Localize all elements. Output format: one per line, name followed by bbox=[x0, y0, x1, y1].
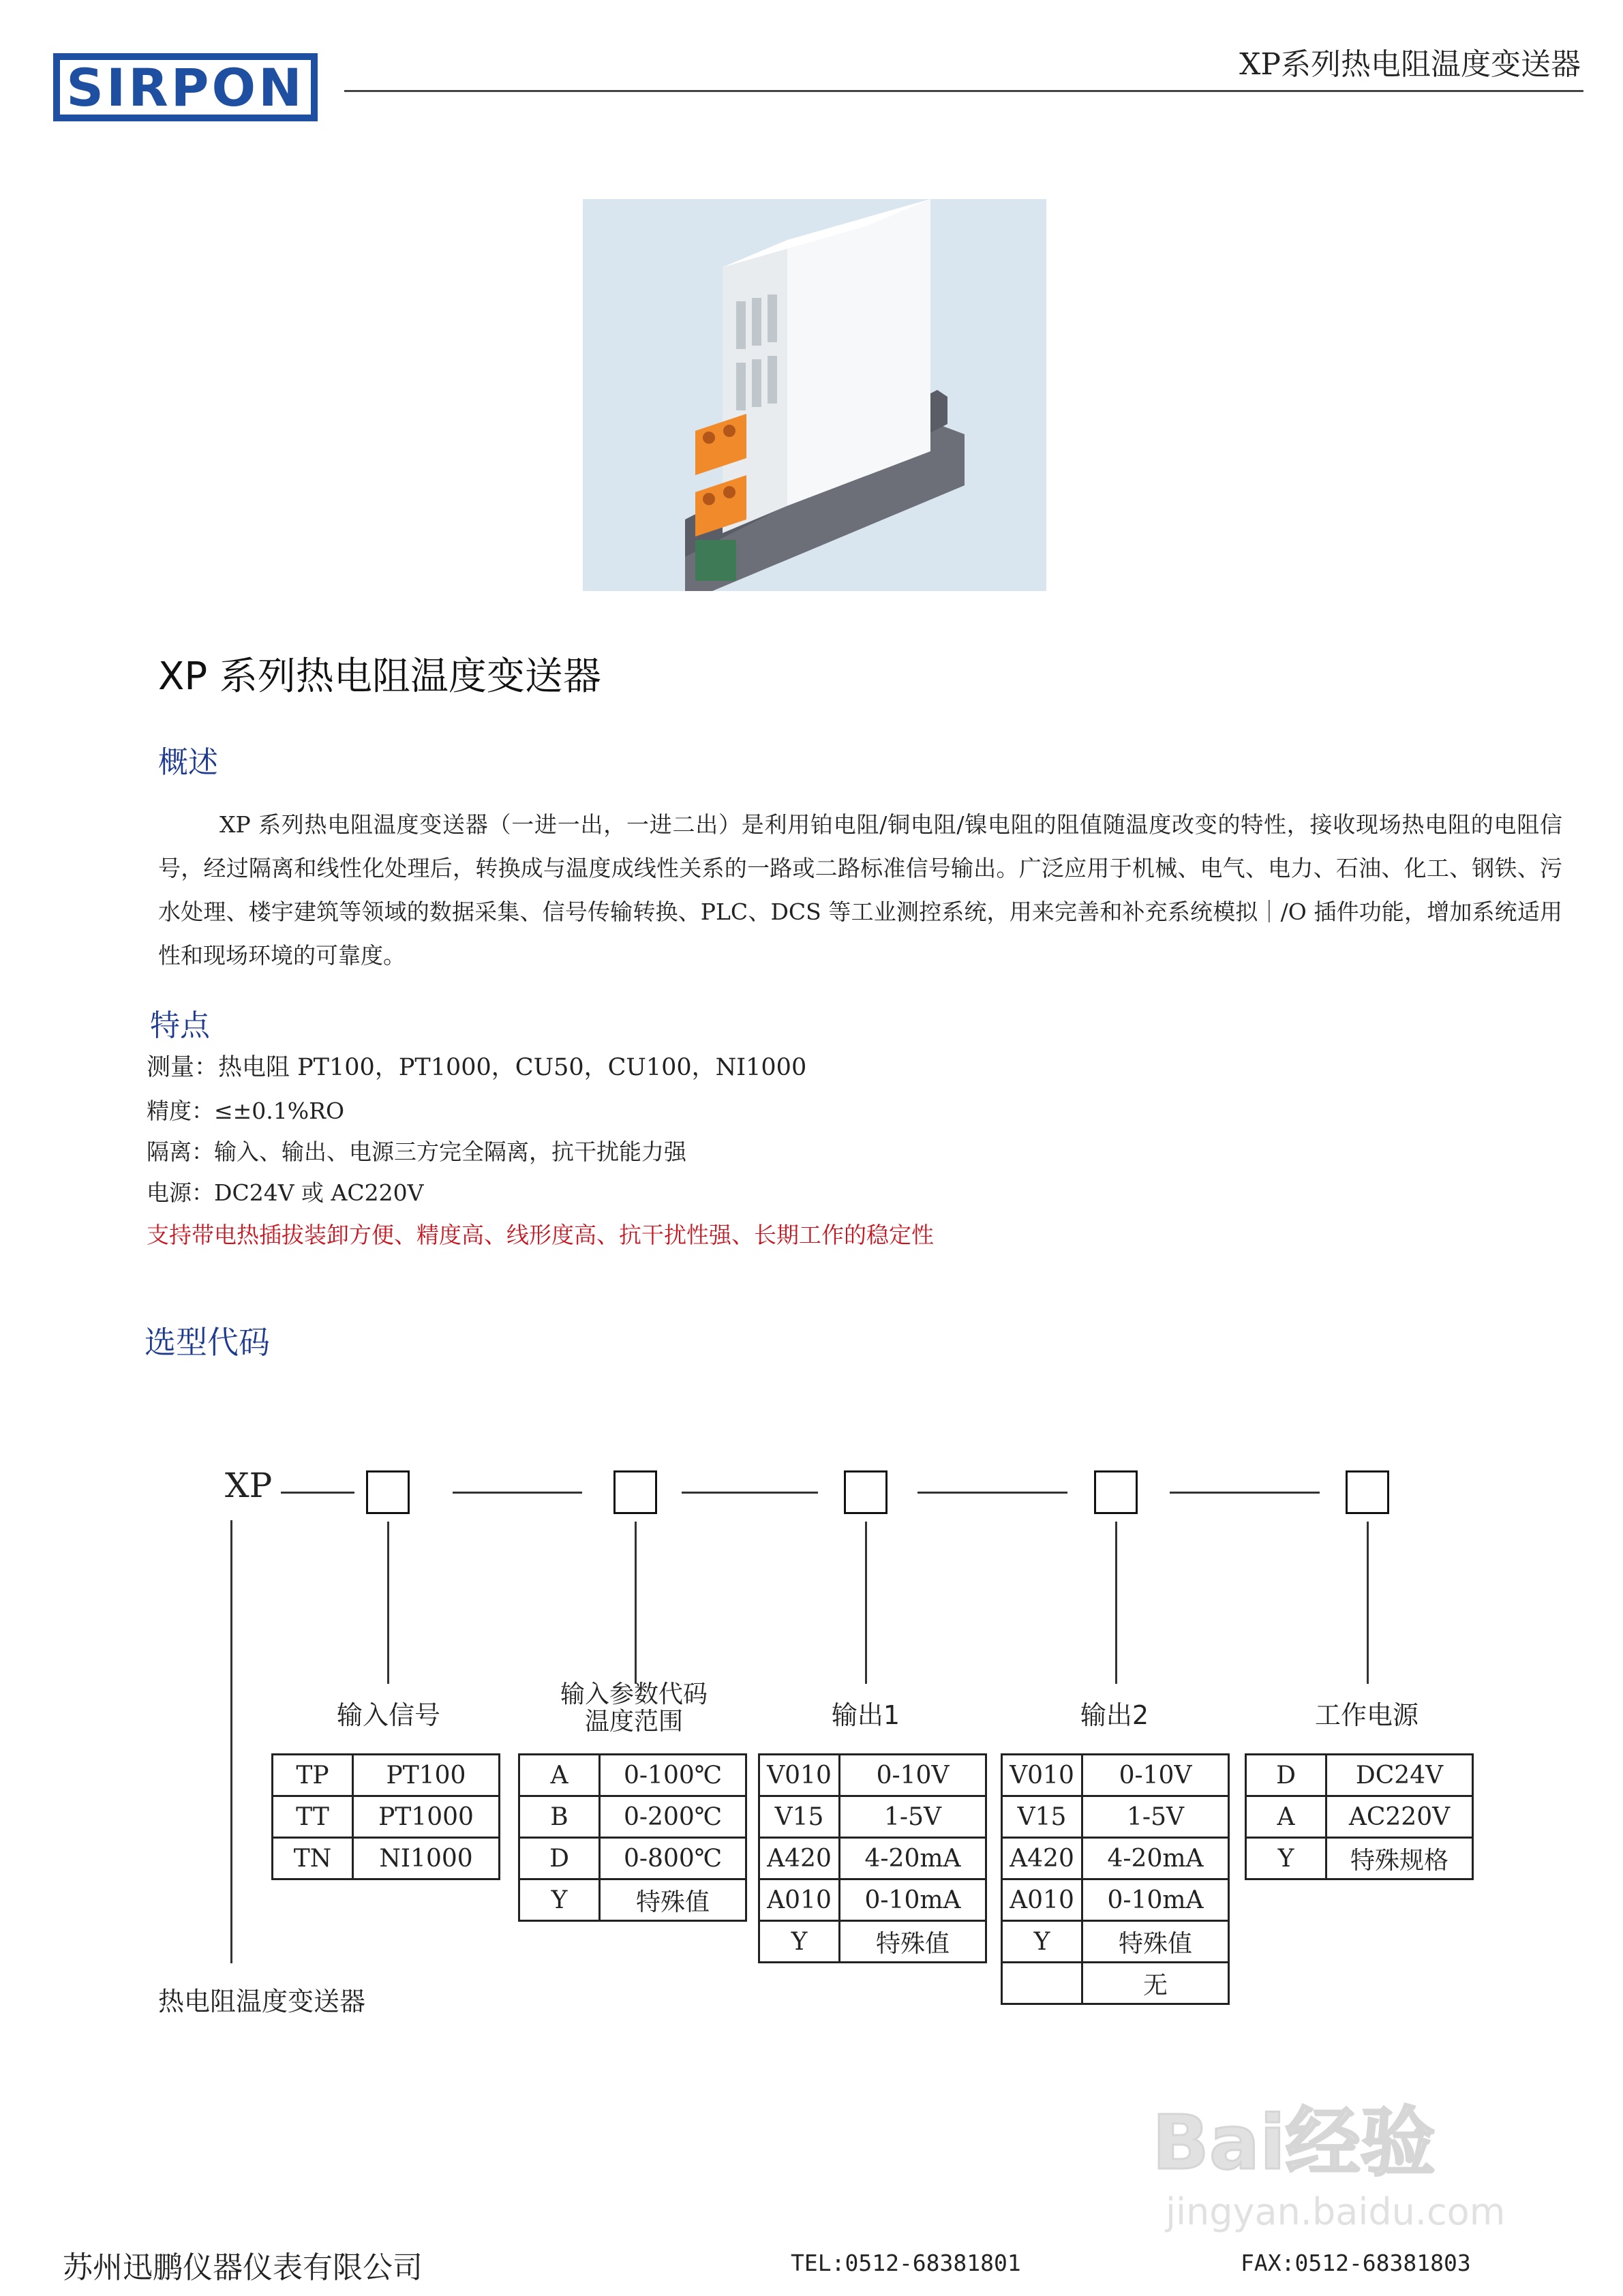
feature-highlight: 支持带电热插拔装卸方便、精度高、线形度高、抗干扰性强、长期工作的稳定性 bbox=[147, 1222, 934, 1248]
table-row bbox=[1246, 1796, 1473, 1838]
code-cell: D bbox=[519, 1838, 600, 1879]
drop-line bbox=[635, 1522, 637, 1684]
footer-tel: TEL:0512-68381801 bbox=[791, 2250, 1021, 2276]
code-cell: A bbox=[1246, 1796, 1326, 1838]
table-output1 bbox=[758, 1753, 987, 1963]
table-input-param bbox=[518, 1753, 747, 1922]
transmitter-illustration bbox=[583, 199, 1046, 591]
value-cell: AC220V bbox=[1326, 1796, 1473, 1838]
code-box-output1 bbox=[844, 1470, 888, 1514]
code-cell: Y bbox=[1246, 1838, 1326, 1879]
code-cell: A bbox=[519, 1755, 600, 1796]
table-input-signal bbox=[271, 1753, 500, 1880]
value-cell: 0-10V bbox=[840, 1755, 986, 1796]
code-cell: V15 bbox=[1002, 1796, 1082, 1838]
drop-line bbox=[1367, 1522, 1369, 1684]
value-cell: 4-20mA bbox=[1082, 1838, 1229, 1879]
code-cell: Y bbox=[519, 1879, 600, 1921]
caption-power: 工作电源 bbox=[1314, 1700, 1419, 1730]
table-row bbox=[519, 1879, 746, 1921]
caption-input-signal: 输入信号 bbox=[336, 1700, 440, 1730]
table-row bbox=[1002, 1879, 1229, 1921]
overview-text: XP 系列热电阻温度变送器（一进一出，一进二出）是利用铂电阻/铜电阻/镍电阻的阻值随温度改变的特性，接收现场热电阻的电阻信号，经过隔离和线性化处理后，转换成与温度成线性关系的一路或二路标准信号输出。广泛应用于机械、电气、电力、石油、化工、钢铁、污水处理、楼宇建筑等领域的数据采集、信号传输转换、PLC、DCS 等工业测控系统，用来完善和补充系统模拟｜/O 插件功能，增加系统适用性和现场环境的可靠度。 bbox=[158, 811, 1562, 969]
value-cell: 0-800℃ bbox=[600, 1838, 746, 1879]
code-box-range bbox=[613, 1470, 657, 1514]
drop-line bbox=[387, 1522, 389, 1684]
model-prefix: XP bbox=[225, 1466, 273, 1505]
code-cell: Y bbox=[1002, 1921, 1082, 1963]
code-cell: Y bbox=[759, 1921, 840, 1963]
table-row bbox=[273, 1796, 500, 1838]
header-divider bbox=[344, 90, 1583, 92]
feature-accuracy: 精度：≤±0.1%RO bbox=[147, 1098, 345, 1124]
feature-power: 电源：DC24V 或 AC220V bbox=[147, 1179, 424, 1206]
features-heading: 特点 bbox=[150, 1008, 210, 1043]
connector-line bbox=[281, 1492, 354, 1494]
selection-heading: 选型代码 bbox=[145, 1324, 270, 1361]
connector-line bbox=[682, 1492, 818, 1494]
code-cell: TT bbox=[273, 1796, 353, 1838]
table-row bbox=[759, 1879, 986, 1921]
code-box-output2 bbox=[1094, 1470, 1138, 1514]
code-box-input-signal bbox=[366, 1470, 410, 1514]
value-cell: PT1000 bbox=[353, 1796, 500, 1838]
code-cell: A420 bbox=[759, 1838, 840, 1879]
table-row bbox=[519, 1755, 746, 1796]
drop-line bbox=[1115, 1522, 1117, 1684]
value-cell: 4-20mA bbox=[840, 1838, 986, 1879]
value-cell: 无 bbox=[1082, 1963, 1229, 2004]
table-row bbox=[759, 1838, 986, 1879]
value-cell: NI1000 bbox=[353, 1838, 500, 1879]
value-cell: 特殊值 bbox=[600, 1879, 746, 1921]
connector-line bbox=[917, 1492, 1067, 1494]
product-photo bbox=[583, 199, 1046, 591]
caption-input-param bbox=[518, 1681, 750, 1736]
value-cell: 特殊值 bbox=[1082, 1921, 1229, 1963]
company-logo bbox=[53, 53, 318, 121]
value-cell: 0-10mA bbox=[840, 1879, 986, 1921]
footer-fax: FAX:0512-68381803 bbox=[1241, 2250, 1471, 2276]
caption-output1: 输出1 bbox=[831, 1700, 900, 1730]
value-cell: 特殊值 bbox=[840, 1921, 986, 1963]
table-row bbox=[519, 1838, 746, 1879]
connector-line bbox=[1170, 1492, 1320, 1494]
table-row bbox=[1246, 1755, 1473, 1796]
value-cell: PT100 bbox=[353, 1755, 500, 1796]
code-cell: A010 bbox=[1002, 1879, 1082, 1921]
code-cell: V010 bbox=[759, 1755, 840, 1796]
table-row bbox=[273, 1755, 500, 1796]
table-row bbox=[273, 1838, 500, 1879]
code-cell: A420 bbox=[1002, 1838, 1082, 1879]
table-row bbox=[759, 1796, 986, 1838]
code-cell: D bbox=[1246, 1755, 1326, 1796]
page-title: XP 系列热电阻温度变送器 bbox=[158, 654, 601, 699]
table-row bbox=[759, 1755, 986, 1796]
watermark-brand: Bai经验 bbox=[1152, 2099, 1436, 2186]
code-cell: B bbox=[519, 1796, 600, 1838]
value-cell: 0-10mA bbox=[1082, 1879, 1229, 1921]
table-row bbox=[519, 1796, 746, 1838]
table-row bbox=[1002, 1921, 1229, 1963]
code-cell: V15 bbox=[759, 1796, 840, 1838]
table-row bbox=[1002, 1755, 1229, 1796]
table-output2 bbox=[1001, 1753, 1230, 2005]
value-cell: 特殊规格 bbox=[1326, 1838, 1473, 1879]
code-cell bbox=[1002, 1963, 1082, 2004]
table-power bbox=[1245, 1753, 1474, 1880]
value-cell: 1-5V bbox=[840, 1796, 986, 1838]
value-cell: DC24V bbox=[1326, 1755, 1473, 1796]
code-cell: A010 bbox=[759, 1879, 840, 1921]
watermark-url: jingyan.baidu.com bbox=[1166, 2190, 1506, 2233]
caption-output2: 输出2 bbox=[1080, 1700, 1149, 1730]
value-cell: 0-10V bbox=[1082, 1755, 1229, 1796]
base-model-label: 热电阻温度变送器 bbox=[158, 1987, 366, 2016]
overview-heading: 概述 bbox=[158, 745, 218, 780]
header-title: XP系列热电阻温度变送器 bbox=[1239, 47, 1581, 82]
connector-line bbox=[453, 1492, 582, 1494]
code-box-power bbox=[1346, 1470, 1389, 1514]
logo-text: SIRPON bbox=[66, 57, 305, 118]
table-row bbox=[1002, 1796, 1229, 1838]
feature-isolation: 隔离：输入、输出、电源三方完全隔离，抗干扰能力强 bbox=[147, 1138, 686, 1165]
table-row bbox=[1002, 1963, 1229, 2004]
drop-line bbox=[865, 1522, 867, 1684]
value-cell: 0-200℃ bbox=[600, 1796, 746, 1838]
value-cell: 1-5V bbox=[1082, 1796, 1229, 1838]
value-cell: 0-100℃ bbox=[600, 1755, 746, 1796]
table-row bbox=[1246, 1838, 1473, 1879]
overview-paragraph bbox=[158, 803, 1562, 978]
code-cell: V010 bbox=[1002, 1755, 1082, 1796]
feature-measure: 测量：热电阻 PT100，PT1000，CU50，CU100，NI1000 bbox=[147, 1054, 807, 1081]
baidu-watermark bbox=[1152, 2083, 1505, 2233]
caption-input-param-line1: 输入参数代码 bbox=[560, 1680, 708, 1708]
table-row bbox=[759, 1921, 986, 1963]
footer-company: 苏州迅鹏仪器仪表有限公司 bbox=[63, 2250, 423, 2285]
code-cell: TN bbox=[273, 1838, 353, 1879]
table-row bbox=[1002, 1838, 1229, 1879]
code-cell: TP bbox=[273, 1755, 353, 1796]
prefix-drop-line bbox=[230, 1520, 232, 1963]
caption-input-param-line2: 温度范围 bbox=[584, 1708, 683, 1736]
